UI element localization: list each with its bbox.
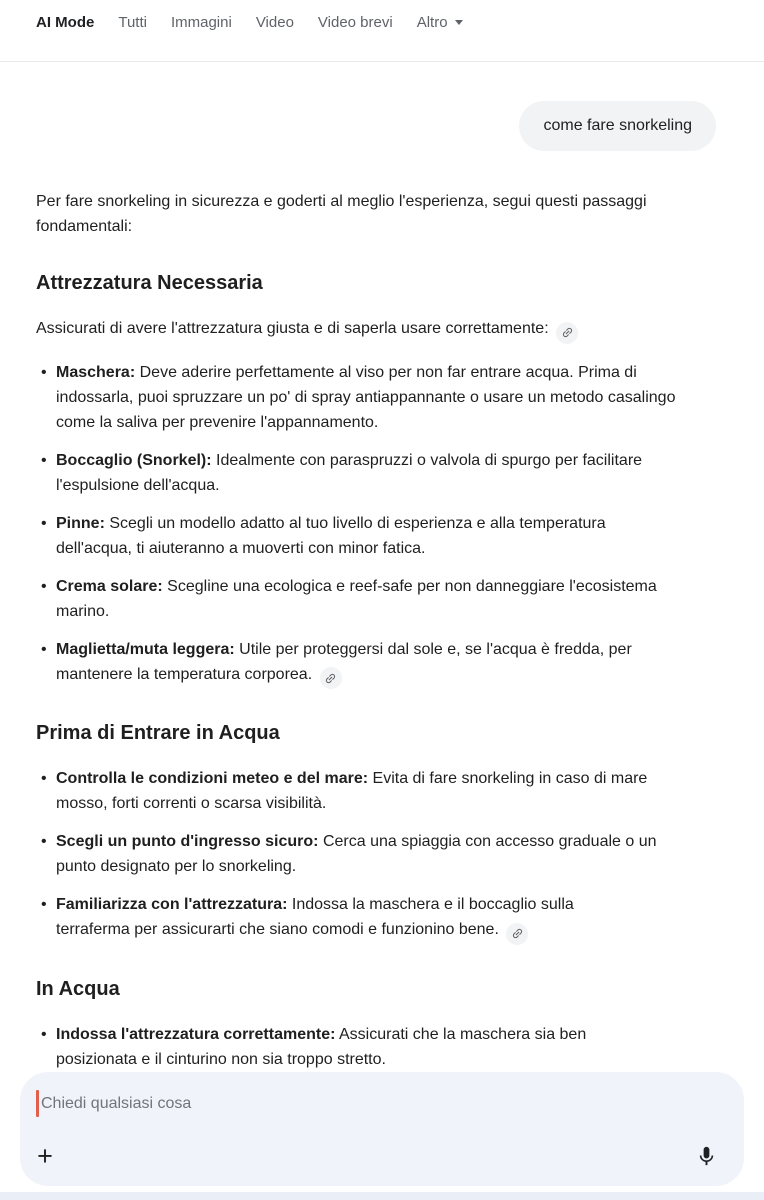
list-item [36, 511, 626, 561]
tab-ai-mode[interactable]: AI Mode [36, 14, 95, 31]
list-item [36, 637, 651, 690]
list-item [36, 829, 659, 879]
answer-intro: Per fare snorkeling in sicurezza e goderti al meglio l'esperienza, segui questi passaggi fondamentali: [36, 193, 647, 235]
bullet-lead: Scegli un punto d'ingresso sicuro: [56, 833, 319, 850]
bullet-text: Idealmente con paraspruzzi o valvola di spurgo per facilitare l'espulsione dell'acqua. [56, 451, 643, 494]
bullet-lead: Crema solare: [56, 577, 163, 595]
bullet-text: Evita di fare snorkeling in caso di mare mosso, forti correnti o scarsa visibilità. [56, 770, 648, 812]
source-link-icon[interactable] [506, 923, 528, 945]
composer-placeholder: Chiedi qualsiasi cosa [41, 1095, 192, 1112]
ask-input-box[interactable] [20, 1072, 744, 1186]
list-item [36, 360, 676, 435]
tab-immagini[interactable]: Immagini [170, 14, 232, 31]
search-tabs-bar [0, 0, 764, 62]
bullet-text: Deve aderire perfettamente al viso per non far entrare acqua. Prima di indossarla, puoi spruzzare un po' di spray antiappannante o usare un metodo casalingo come la saliva per prevenire l'appannamento. [56, 363, 676, 431]
source-link-icon[interactable] [556, 322, 578, 344]
bullet-lead: Boccaglio (Snorkel): [56, 451, 212, 469]
page-bottom-strip [0, 1192, 764, 1200]
list-item [36, 766, 656, 816]
bullet-text: Scegli un modello adatto al tuo livello di esperienza e alla temperatura dell'acqua, ti aiuteranno a muoverti con minor fatica. [56, 514, 606, 557]
bullet-lead: Indossa l'attrezzatura correttamente: [56, 1025, 336, 1043]
chevron-down-icon [455, 20, 463, 25]
tab-tutti[interactable]: Tutti [118, 14, 147, 31]
user-query-bubble[interactable]: come fare snorkeling [519, 101, 716, 151]
list-item [36, 1022, 659, 1072]
add-attachment-button[interactable]: + [30, 1141, 60, 1171]
list-item [36, 574, 666, 624]
bullet-text: Scegline una ecologica e reef-safe per non danneggiare l'ecosistema marino. [56, 577, 657, 620]
mic-icon [695, 1145, 718, 1168]
bullet-list [36, 1022, 716, 1072]
tab-video-brevi[interactable]: Video brevi [317, 14, 393, 31]
tab-altro[interactable] [417, 14, 463, 61]
section-intro [36, 316, 716, 344]
bullet-lead: Controlla le condizioni meteo e del mare: [56, 770, 369, 787]
bullet-list [36, 360, 716, 690]
user-turn-row [0, 101, 764, 151]
microphone-button[interactable] [692, 1142, 720, 1170]
bullet-text: Assicurati che la maschera sia ben posizionata e il cinturino non sia troppo stretto. [56, 1025, 587, 1068]
bullet-lead: Familiarizza con l'attrezzatura: [56, 896, 288, 913]
section-heading-in-acqua: In Acqua [36, 977, 120, 1000]
text-cursor [36, 1090, 39, 1117]
bullet-text: Indossa la maschera e il boccaglio sulla terraferma per assicurarti che siano comodi e funzionino bene. [56, 896, 574, 938]
bullet-list [36, 766, 716, 945]
section-heading-prima-di-entrare: Prima di Entrare in Acqua [36, 722, 280, 744]
bullet-lead: Maglietta/muta leggera: [56, 640, 235, 658]
bullet-lead: Pinne: [56, 514, 105, 532]
bullet-text: Utile per proteggersi dal sole e, se l'acqua è fredda, per mantenere la temperatura corporea. [56, 640, 632, 683]
section-intro-text: Assicurati di avere l'attrezzatura giusta e di saperla usare correttamente: [36, 320, 549, 337]
bullet-text: Cerca una spiaggia con accesso graduale o un punto designato per lo snorkeling. [56, 833, 657, 875]
tab-altro-label: Altro [416, 14, 448, 31]
bullet-lead: Maschera: [56, 363, 136, 381]
list-item [36, 448, 666, 498]
section-heading-attrezzatura: Attrezzatura Necessaria [36, 272, 263, 294]
composer-input-line[interactable] [20, 1072, 744, 1117]
ai-answer [0, 189, 764, 1072]
list-item [36, 892, 645, 945]
tab-video[interactable]: Video [255, 14, 294, 31]
source-link-icon[interactable] [320, 667, 342, 689]
